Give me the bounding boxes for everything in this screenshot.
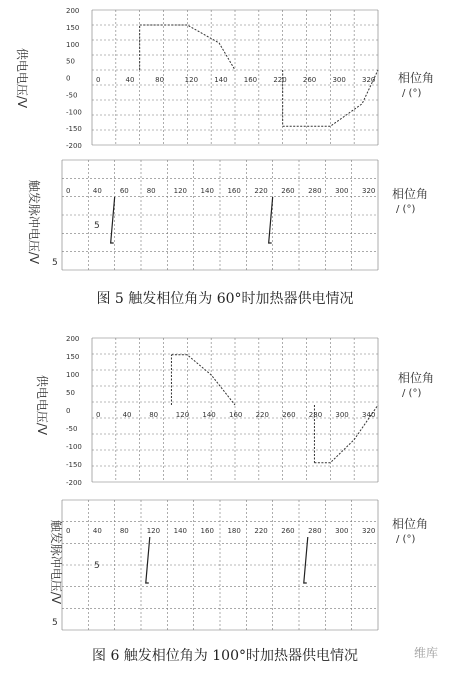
x-tick-label: 160	[200, 527, 214, 535]
trigger-pulse	[304, 537, 308, 583]
x-tick-label: 0	[96, 76, 101, 84]
trigger-pulse	[269, 197, 273, 243]
x-tick-label: 260	[302, 76, 317, 84]
x-tick-label: 160	[243, 76, 258, 84]
x-tick-label: 80	[146, 187, 156, 195]
y-tick-label: -50	[66, 91, 78, 100]
y-tick-label: -50	[66, 425, 78, 433]
y-tick-label: -100	[66, 108, 82, 117]
x-tick-label: 260	[282, 411, 296, 419]
x-tick-label: 320	[362, 76, 376, 84]
y-tick-label: 200	[66, 7, 80, 15]
x-tick-label: 80	[119, 527, 129, 535]
y-tick-label: 100	[66, 40, 80, 49]
y-axis-label: 触发脉冲电压/V	[27, 179, 41, 265]
trigger-pulse	[111, 197, 115, 243]
y-tick-label: 50	[66, 389, 75, 397]
x-tick-label: 120	[146, 527, 161, 535]
y-tick-label: -200	[66, 479, 82, 487]
x-tick-label: 180	[227, 527, 241, 535]
watermark-logo: 维库	[413, 646, 438, 660]
y-axis-label: 供电电压/V	[35, 374, 49, 436]
phase-angle-unit: / (°)	[402, 388, 422, 399]
x-tick-label: 160	[229, 411, 243, 419]
y-tick-label: 5	[94, 221, 100, 231]
figure-6-caption: 图 6 触发相位角为 100°时加热器供电情况	[92, 648, 358, 664]
x-tick-label: 300	[335, 411, 349, 419]
phase-angle-label: 相位角	[392, 517, 429, 531]
x-tick-label: 280	[308, 527, 322, 535]
y-tick-label: 150	[66, 23, 80, 32]
y-tick-label: 0	[66, 407, 71, 415]
x-tick-label: 40	[122, 411, 132, 419]
phase-angle-unit: / (°)	[396, 204, 416, 215]
x-tick-label: 0	[66, 187, 71, 195]
figure-5-caption: 图 5 触发相位角为 60°时加热器供电情况	[96, 291, 354, 307]
x-tick-label: 140	[214, 76, 228, 84]
x-tick-label: 0	[66, 527, 71, 535]
x-tick-label: 300	[335, 527, 349, 535]
x-tick-label: 280	[308, 411, 323, 419]
x-tick-label: 140	[200, 187, 214, 195]
x-tick-label: 160	[227, 187, 241, 195]
trigger-pulse	[146, 537, 150, 583]
phase-angle-label: 相位角	[398, 71, 435, 85]
x-tick-label: 300	[332, 76, 346, 84]
y-axis-label: 触发脉冲电压/V	[49, 519, 63, 605]
y-tick-label: 200	[66, 335, 80, 343]
y-tick-label: 5	[52, 618, 58, 628]
y-tick-label: -150	[66, 125, 82, 134]
x-tick-label: 140	[202, 411, 216, 419]
x-tick-label: 80	[149, 411, 159, 419]
x-tick-label: 340	[362, 411, 376, 419]
x-tick-label: 140	[173, 527, 188, 535]
phase-angle-label: 相位角	[398, 371, 435, 385]
phase-angle-unit: / (°)	[396, 534, 416, 545]
y-tick-label: -150	[66, 461, 82, 469]
x-tick-label: 220	[273, 76, 287, 84]
y-tick-label: -200	[66, 142, 82, 150]
x-tick-label: 320	[362, 527, 376, 535]
voltage-series-line	[171, 355, 235, 405]
x-tick-label: 80	[155, 76, 165, 84]
x-tick-label: 120	[173, 187, 188, 195]
x-tick-label: 280	[308, 187, 322, 195]
x-tick-label: 0	[96, 411, 101, 419]
x-tick-label: 220	[254, 187, 268, 195]
x-tick-label: 300	[335, 187, 349, 195]
x-tick-label: 120	[184, 76, 199, 84]
y-tick-label: 5	[94, 561, 100, 571]
x-tick-label: 220	[254, 527, 268, 535]
y-tick-label: 0	[66, 74, 71, 83]
x-tick-label: 320	[362, 187, 376, 195]
y-tick-label: 100	[66, 371, 80, 379]
phase-angle-unit: / (°)	[402, 88, 422, 99]
y-tick-label: 5	[52, 258, 58, 268]
phase-angle-label: 相位角	[392, 187, 429, 201]
x-tick-label: 220	[255, 411, 269, 419]
y-axis-label: 供电电压/V	[15, 47, 29, 109]
x-tick-label: 40	[125, 76, 135, 84]
x-tick-label: 260	[281, 527, 295, 535]
x-tick-label: 40	[92, 527, 102, 535]
x-tick-label: 60	[119, 187, 129, 195]
y-tick-label: -100	[66, 443, 82, 451]
x-tick-label: 40	[92, 187, 102, 195]
y-tick-label: 150	[66, 353, 80, 361]
x-tick-label: 120	[175, 411, 190, 419]
x-tick-label: 260	[281, 187, 295, 195]
y-tick-label: 50	[66, 57, 75, 66]
